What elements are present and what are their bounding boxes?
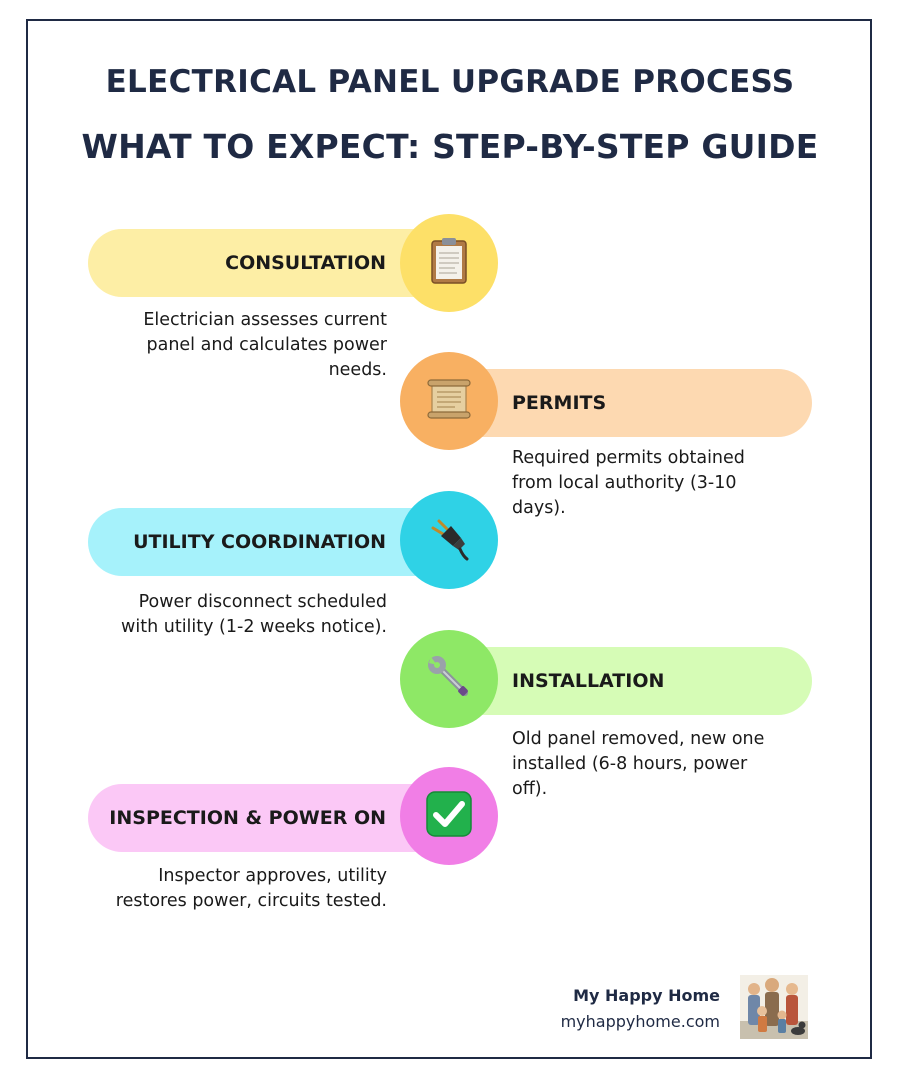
step-label: INSTALLATION — [512, 670, 665, 692]
step-inspection-pill — [88, 784, 448, 852]
step-permits-pill — [450, 369, 812, 437]
page-subtitle: WHAT TO EXPECT: STEP-BY-STEP GUIDE — [81, 127, 819, 166]
check-mark-icon — [423, 788, 475, 844]
step-utility-coordination-description: Power disconnect scheduled with utility (1-2 weeks notice). — [121, 592, 387, 637]
step-utility-coordination-pill — [88, 508, 448, 576]
step-label: PERMITS — [512, 392, 607, 414]
clipboard-icon — [423, 235, 475, 291]
step-utility-coordination-badge — [400, 491, 498, 589]
page-title: ELECTRICAL PANEL UPGRADE PROCESS — [105, 64, 795, 100]
step-consultation-badge — [400, 214, 498, 312]
family-photo-icon — [740, 975, 808, 1039]
step-permits-description: Required permits obtained from local authority (3-10 days). — [512, 448, 745, 518]
step-label: INSPECTION & POWER ON — [109, 807, 386, 829]
step-label: UTILITY COORDINATION — [133, 531, 386, 553]
step-consultation-pill — [88, 229, 448, 297]
brand-url[interactable]: myhappyhome.com — [560, 1012, 720, 1031]
step-installation-description: Old panel removed, new one installed (6-8 hours, power off). — [512, 729, 765, 799]
electric-plug-icon — [423, 512, 475, 568]
scroll-icon — [423, 373, 475, 429]
step-inspection-badge — [400, 767, 498, 865]
step-installation-badge — [400, 630, 498, 728]
brand-name: My Happy Home — [573, 986, 720, 1005]
wrench-icon — [423, 651, 475, 707]
step-permits-badge — [400, 352, 498, 450]
step-inspection-description: Inspector approves, utility restores power, circuits tested. — [115, 866, 387, 911]
step-consultation-description: Electrician assesses current panel and calculates power needs. — [143, 310, 387, 380]
step-installation-pill — [450, 647, 812, 715]
step-label: CONSULTATION — [225, 252, 386, 274]
